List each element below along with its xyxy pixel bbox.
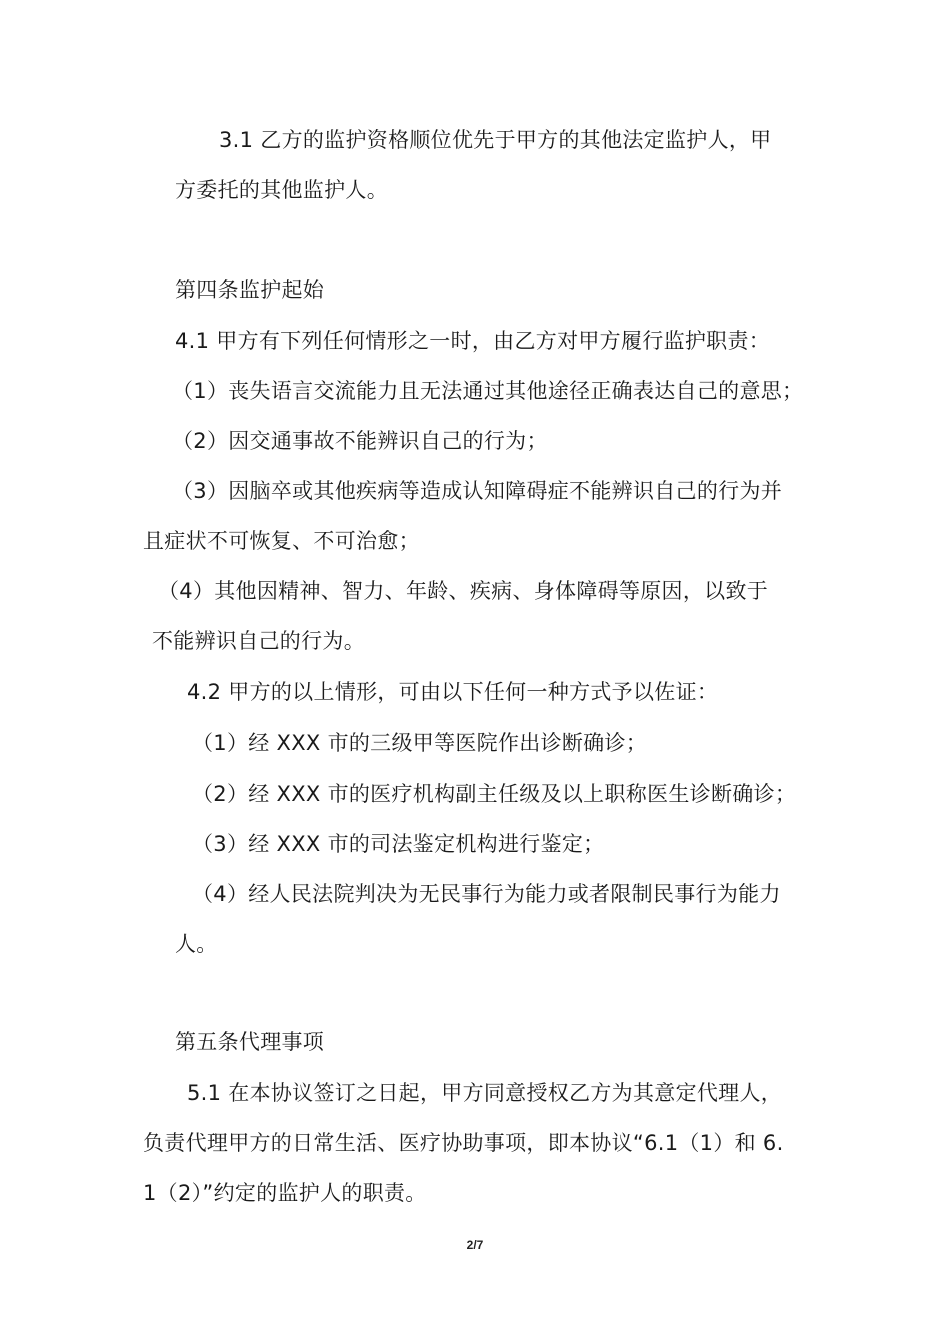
clause-4-1-item-3-line-1: （3）因脑卒或其他疾病等造成认知障碍症不能辨识自己的行为并	[172, 479, 783, 503]
clause-5-1-line-1: 5.1 在本协议签订之日起，甲方同意授权乙方为其意定代理人，	[187, 1081, 783, 1105]
clause-4-2-item-2: （2）经 XXX 市的医疗机构副主任级及以上职称医生诊断确诊；	[192, 782, 797, 806]
clause-3-1-line-2: 方委托的其他监护人。	[175, 178, 388, 202]
clause-4-1-item-1: （1）丧失语言交流能力且无法通过其他途径正确表达自己的意思；	[172, 379, 804, 403]
clause-4-2-item-3: （3）经 XXX 市的司法鉴定机构进行鉴定；	[192, 832, 605, 856]
clause-4-2-item-4-line-1: （4）经人民法院判决为无民事行为能力或者限制民事行为能力	[192, 882, 781, 906]
clause-3-1-line-1: 3.1 乙方的监护资格顺位优先于甲方的其他法定监护人，甲	[219, 128, 772, 152]
page-number: 2/7	[466, 1238, 484, 1252]
clause-5-1-line-2: 负责代理甲方的日常生活、医疗协助事项，即本协议“6.1（1）和 6.	[143, 1131, 784, 1155]
clause-4-1-line: 4.1 甲方有下列任何情形之一时，由乙方对甲方履行监护职责：	[175, 329, 771, 353]
article-5-heading: 第五条代理事项	[175, 1030, 325, 1054]
clause-4-1-item-4-line-1: （4）其他因精神、智力、年龄、疾病、身体障碍等原因，以致于	[158, 579, 769, 603]
clause-4-1-item-2: （2）因交通事故不能辨识自己的行为；	[172, 429, 548, 453]
clause-4-2-item-4-line-2: 人。	[175, 932, 218, 956]
clause-4-1-item-4-line-2: 不能辨识自己的行为。	[152, 629, 365, 653]
clause-4-1-item-3-line-2: 且症状不可恢复、不可治愈；	[143, 529, 420, 553]
clause-4-2-item-1: （1）经 XXX 市的三级甲等医院作出诊断确诊；	[192, 731, 648, 755]
clause-4-2-line: 4.2 甲方的以上情形，可由以下任何一种方式予以佐证：	[187, 680, 719, 704]
clause-5-1-line-3: 1（2）”约定的监护人的职责。	[143, 1181, 427, 1205]
article-4-heading: 第四条监护起始	[175, 278, 325, 302]
